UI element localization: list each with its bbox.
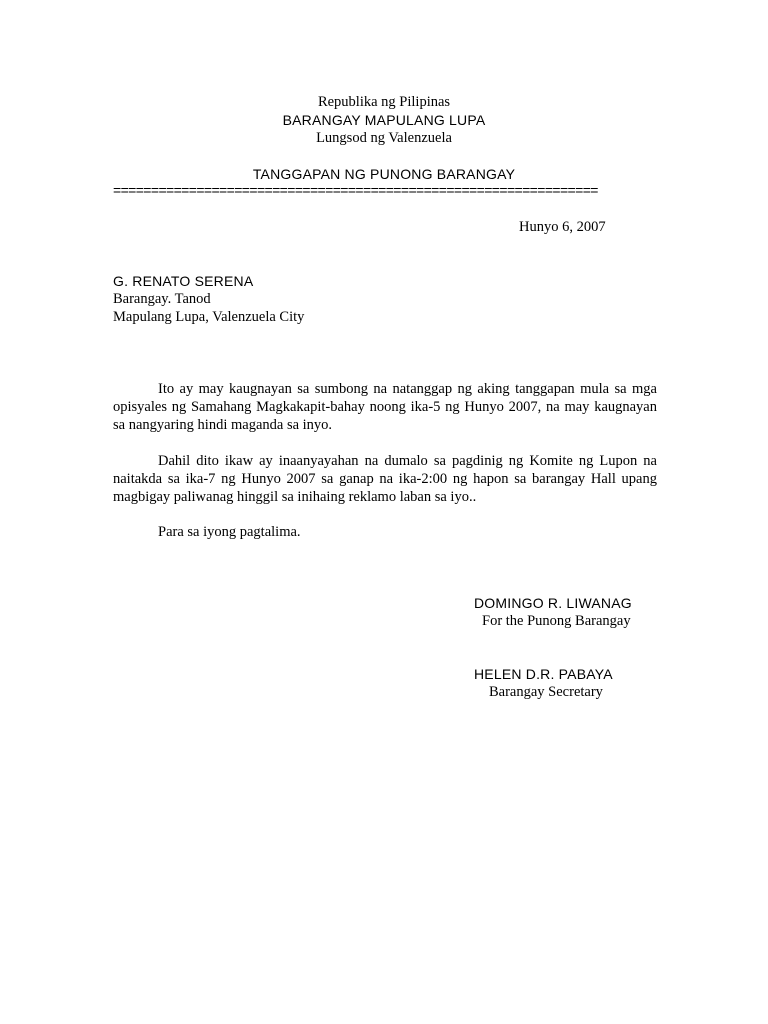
recipient-address: Mapulang Lupa, Valenzuela City — [113, 309, 305, 325]
recipient-name: G. RENATO SERENA — [113, 273, 254, 289]
signatory-1-title: For the Punong Barangay — [482, 613, 631, 629]
body-paragraph-1-text: Ito ay may kaugnayan sa sumbong na natanggap ng aking tanggapan mula sa mga opisyales ng Samahang Magkakapit-bahay noong ika-5 ng Hunyo 2007, na may kaugnayan sa nangyaring hindi maganda sa inyo. — [113, 381, 657, 433]
header-city: Lungsod ng Valenzuela — [316, 130, 452, 146]
recipient-position: Barangay. Tanod — [113, 291, 211, 307]
header-office: TANGGAPAN NG PUNONG BARANGAY — [252, 166, 516, 182]
body-paragraph-2-text: Dahil dito ikaw ay inaanyayahan na dumalo sa pagdinig ng Komite ng Lupon na naitakda sa ika-7 ng Hunyo 2007 sa ganap na ika-2:00 ng hapon sa barangay Hall upang magbigay paliwanag hinggil sa inihaing reklamo laban sa iyo.. — [113, 453, 657, 505]
closing-line: Para sa iyong pagtalima. — [158, 524, 301, 540]
header-republic: Republika ng Pilipinas — [317, 94, 451, 110]
body-paragraph-2 — [113, 452, 657, 506]
signatory-2-name: HELEN D.R. PABAYA — [474, 666, 613, 682]
header-divider: ================================================================ — [113, 182, 598, 198]
header-barangay: BARANGAY MAPULANG LUPA — [282, 112, 486, 128]
signatory-2-title: Barangay Secretary — [489, 684, 603, 700]
letter-date: Hunyo 6, 2007 — [519, 219, 606, 235]
body-paragraph-1 — [113, 380, 657, 434]
signatory-1-name: DOMINGO R. LIWANAG — [474, 595, 632, 611]
